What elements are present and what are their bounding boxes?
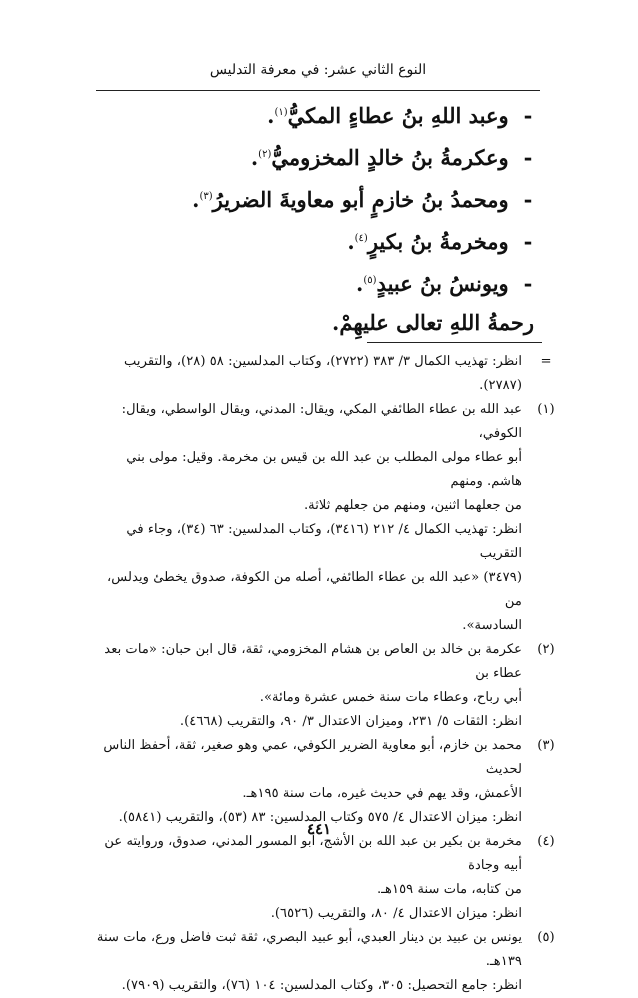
footnote-line: عبد الله بن عطاء الطائفي المكي، ويقال: المدني، ويقال الواسطي، ويقال: الكوفي،	[121, 402, 522, 441]
footnote-2	[88, 638, 564, 734]
footnote-line: مخرمة بن بكير بن عبد الله بن الأشج، أبو المسور المدني، صدوق، وروايته عن أبيه وجادة	[104, 834, 522, 873]
narrator-name: وعكرمةُ بنُ خالدٍ المخزوميُّ	[271, 145, 509, 170]
line-end: .	[356, 271, 364, 296]
line-end: .	[192, 187, 200, 212]
running-header: النوع الثاني عشر: في معرفة التدليس	[209, 62, 427, 78]
footnotes	[88, 350, 564, 998]
narrator-line	[120, 100, 540, 142]
line-dash: -	[523, 271, 533, 296]
line-end: .	[250, 145, 259, 170]
line-dash: -	[523, 229, 533, 254]
footnote-ref[interactable]: (٣)	[199, 191, 213, 202]
footnote-number: (٤)	[537, 834, 555, 849]
footnote-line: أبو عطاء مولى المطلب بن عبد الله بن قيس بن مخرمة. وقيل: مولى بني هاشم. ومنهم	[126, 450, 522, 489]
footnote-line: انظر: الثقات ٥/ ٢٣١، وميزان الاعتدال ٣/ ٩٠، والتقريب (٤٦٦٨).	[179, 714, 522, 729]
footnote-line: السادسة».	[462, 618, 522, 633]
footnote-ref[interactable]: (١)	[274, 107, 288, 118]
footnote-line: انظر: تهذيب الكمال ٣/ ٣٨٣ (٢٧٢٢)، وكتاب المدلسين: ٥٨ (٢٨)، والتقريب (٢٧٨٧).	[123, 354, 522, 393]
line-dash: -	[523, 103, 533, 128]
footnote-line: انظر: تهذيب الكمال ٤/ ٢١٢ (٣٤١٦)، وكتاب المدلسين: ٦٣ (٣٤)، وجاء في التقريب	[126, 522, 522, 561]
narrator-name: ومحمدُ بنُ خازمٍ أبو معاويةَ الضريرُ	[212, 187, 509, 212]
narrator-line	[120, 142, 540, 184]
footnote-line: (٣٤٧٩) «عبد الله بن عطاء الطائفي، أصله من الكوفة، صدوق يخطئ ويدلس، من	[106, 570, 522, 609]
footnote-number: (٢)	[537, 642, 555, 657]
narrator-line	[120, 268, 540, 310]
page-number: ٤٤١	[306, 820, 332, 838]
narrator-line	[120, 226, 540, 268]
narrator-name: ويونسُ بنُ عبيدٍ	[376, 271, 509, 296]
line-end: .	[267, 103, 275, 128]
footnote-5	[88, 926, 564, 998]
footnote-ref[interactable]: (٢)	[258, 149, 272, 160]
footnote-1	[88, 398, 564, 638]
footnote-line: يونس بن عبيد بن دينار العبدي، أبو عبيد البصري، ثقة ثبت فاضل ورع، مات سنة ١٣٩هـ.	[96, 930, 522, 969]
footnote-line: انظر: جامع التحصيل: ٣٠٥، وكتاب المدلسين: ١٠٤ (٧٦)، والتقريب (٧٩٠٩).	[121, 978, 522, 993]
main-text	[120, 100, 540, 336]
footnote-ref[interactable]: (٥)	[363, 275, 377, 286]
footnote-line: الأعمش، وقد يهم في حديث غيره، مات سنة ١٩٥هـ.	[242, 786, 522, 801]
footnote-number: (٥)	[537, 930, 555, 945]
footnote-line: من كتابه، مات سنة ١٥٩هـ.	[376, 882, 522, 897]
footnote-3	[88, 734, 564, 830]
line-end: .	[347, 229, 355, 254]
footnote-line: عكرمة بن خالد بن العاص بن هشام المخزومي، ثقة، قال ابن حبان: «مات بعد عطاء بن	[104, 642, 522, 681]
footnote-line: أبي رباح، وعطاء مات سنة خمس عشرة ومائة».	[259, 690, 522, 705]
footnote-separator	[367, 342, 542, 343]
footnote-number: (٣)	[537, 738, 555, 753]
footnote-number: =	[540, 354, 552, 369]
line-dash: -	[523, 145, 533, 170]
header-rule	[96, 90, 540, 91]
footnote-continued	[88, 350, 564, 398]
footnote-line: من جعلهما اثنين، ومنهم من جعلهم ثلاثة.	[303, 498, 522, 513]
closing-line: رحمةُ اللهِ تعالى عليهِمْ.	[332, 310, 534, 335]
line-dash: -	[523, 187, 533, 212]
footnote-number: (١)	[537, 402, 555, 417]
footnote-line: محمد بن خازم، أبو معاوية الضرير الكوفي، عمي وهو صغير، ثقة، أحفظ الناس لحديث	[103, 738, 522, 777]
narrator-name: ومخرمةُ بنُ بكيرٍ	[367, 229, 509, 254]
narrator-name: وعبد اللهِ بنُ عطاءٍ المكيُّ	[287, 103, 509, 128]
footnote-line: انظر: ميزان الاعتدال ٤/ ٨٠، والتقريب (٦٥٢٦).	[270, 906, 522, 921]
footnote-ref[interactable]: (٤)	[354, 233, 368, 244]
footnote-line: انظر: ميزان الاعتدال ٤/ ٥٧٥ وكتاب المدلسين: ٨٣ (٥٣)، والتقريب (٥٨٤١).	[118, 810, 522, 825]
footnote-4	[88, 830, 564, 926]
narrator-line	[120, 184, 540, 226]
